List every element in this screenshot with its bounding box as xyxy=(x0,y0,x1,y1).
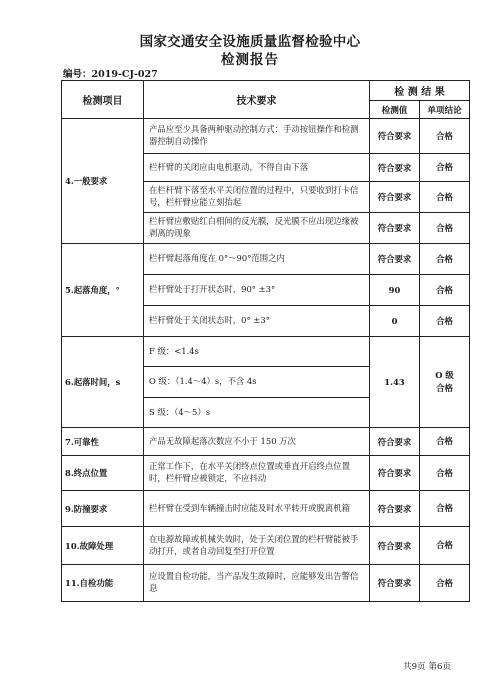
measured-value: 符合要求 xyxy=(370,119,420,154)
conclusion: 合格 xyxy=(420,154,470,182)
conclusion: 合格 xyxy=(420,527,470,565)
conclusion: 合格 xyxy=(420,456,470,491)
header-measured: 检测值 xyxy=(370,101,420,119)
requirement-text: O 级：（1.4～4）s，不含 4s xyxy=(144,367,370,398)
item-self-check: 11.自检功能 xyxy=(62,565,144,602)
requirement-text: F 级：<1.4s xyxy=(144,337,370,367)
page-number: 共9页 第6页 xyxy=(403,662,452,672)
conclusion: 合格 xyxy=(420,244,470,275)
requirement-text: S 级：（4～5）s xyxy=(144,398,370,428)
measured-value: 符合要求 xyxy=(370,244,420,275)
measured-value: 符合要求 xyxy=(370,565,420,602)
conclusion: 合格 xyxy=(420,182,470,213)
requirement-text: 应设置自检功能，当产品发生故障时，应能够发出告警信息 xyxy=(144,565,370,602)
requirement-text: 栏杆臂在受到车辆撞击时应能及时水平转开或脱离机箱 xyxy=(144,491,370,527)
requirement-text: 栏杆臂应敷贴红白相间的反光膜，反光膜不应出现边缘被剥离的现象 xyxy=(144,213,370,244)
item-reliability: 7.可靠性 xyxy=(62,428,144,456)
conclusion-grade: O 级 xyxy=(435,370,454,381)
item-general-requirements: 4.一般要求 xyxy=(62,119,144,244)
item-end-position: 8.终点位置 xyxy=(62,456,144,491)
measured-value: 符合要求 xyxy=(370,213,420,244)
requirement-text: 产品无故障起落次数应不小于 150 万次 xyxy=(144,428,370,456)
measured-value: 1.43 xyxy=(370,337,420,428)
measured-value: 0 xyxy=(370,306,420,337)
header-conclusion: 单项结论 xyxy=(420,101,470,119)
requirement-text: 栏杆臂处于关闭状态时，0° ±3° xyxy=(144,306,370,337)
conclusion: 合格 xyxy=(420,275,470,306)
measured-value: 符合要求 xyxy=(370,428,420,456)
conclusion xyxy=(420,337,470,428)
measured-value: 90 xyxy=(370,275,420,306)
requirement-text: 产品应至少具备两种驱动控制方式：手动按钮操作和检测器控制自动操作 xyxy=(144,119,370,154)
header-requirement: 技术要求 xyxy=(144,81,370,119)
item-fault-handling: 10.故障处理 xyxy=(62,527,144,565)
report-number: 编号：2019-CJ-027 xyxy=(63,69,158,80)
conclusion: 合格 xyxy=(420,306,470,337)
measured-value: 符合要求 xyxy=(370,154,420,182)
item-lift-time: 6.起落时间，s xyxy=(62,337,144,428)
measured-value: 符合要求 xyxy=(370,456,420,491)
report-title: 检测报告 xyxy=(221,52,279,68)
conclusion: 合格 xyxy=(420,428,470,456)
requirement-text: 栏杆臂处于打开状态时，90° ±3° xyxy=(144,275,370,306)
requirement-text: 在电源故障或机械失效时，处于关闭位置的栏杆臂能被手动打开，或者自动回复至打开位置 xyxy=(144,527,370,565)
requirement-text: 在栏杆臂下落至水平关闭位置的过程中，只要收到打卡信号，栏杆臂应能立刻抬起 xyxy=(144,182,370,213)
header-item: 检测项目 xyxy=(62,81,144,119)
conclusion-result: 合格 xyxy=(436,383,453,393)
requirement-text: 栏杆臂的关闭应由电机驱动，不得自由下落 xyxy=(144,154,370,182)
conclusion: 合格 xyxy=(420,565,470,602)
measured-value: 符合要求 xyxy=(370,527,420,565)
conclusion: 合格 xyxy=(420,213,470,244)
measured-value: 符合要求 xyxy=(370,182,420,213)
conclusion: 合格 xyxy=(420,491,470,527)
conclusion: 合格 xyxy=(420,119,470,154)
header-results: 检 测 结 果 xyxy=(370,81,470,101)
requirement-text: 栏杆臂起落角度在 0°～90°范围之内 xyxy=(144,244,370,275)
inspection-table xyxy=(61,80,470,602)
item-lift-angle: 5.起落角度，° xyxy=(62,244,144,337)
requirement-text: 正常工作下，在水平关闭终点位置或垂直开启终点位置时，栏杆臂应被锁定，不应抖动 xyxy=(144,456,370,491)
measured-value: 符合要求 xyxy=(370,491,420,527)
organization-name: 国家交通安全设施质量监督检验中心 xyxy=(139,34,361,50)
item-anti-collision: 9.防撞要求 xyxy=(62,491,144,527)
